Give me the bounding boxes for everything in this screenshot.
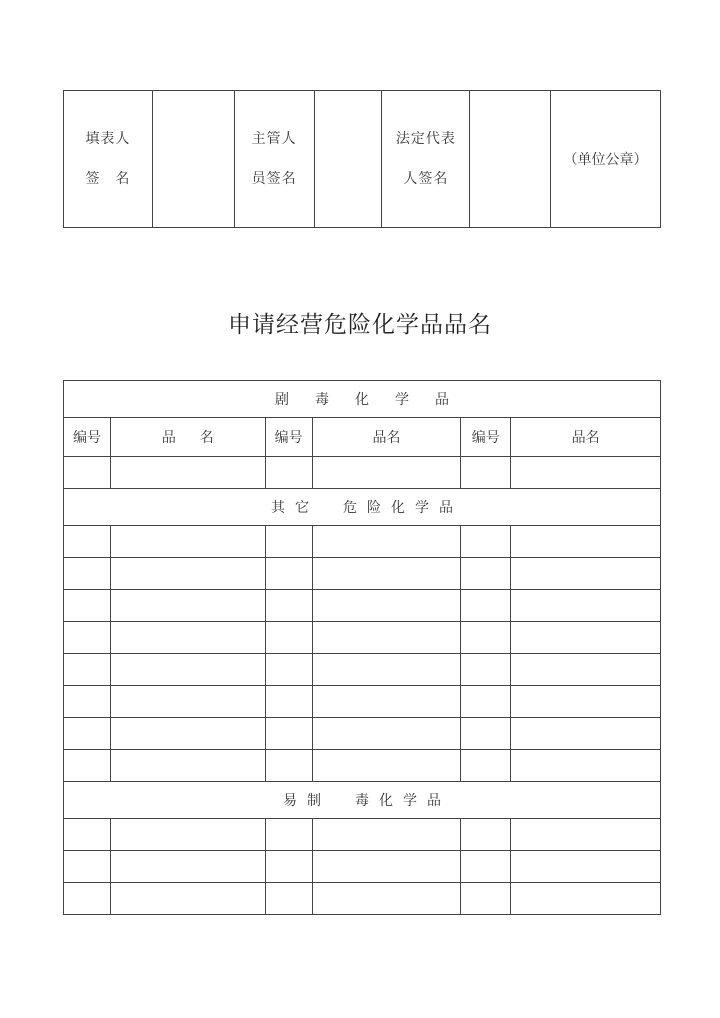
- document-title: 申请经营危险化学品品名: [228, 312, 492, 338]
- table-row: [64, 851, 661, 883]
- header-name-3: 品名: [511, 418, 661, 457]
- table-row: [64, 686, 661, 718]
- table-cell[interactable]: [461, 718, 511, 750]
- table-cell[interactable]: [64, 558, 111, 590]
- table-cell[interactable]: [64, 686, 111, 718]
- table-cell[interactable]: [461, 851, 511, 883]
- table-cell[interactable]: [312, 883, 461, 915]
- section-highly-toxic-label: 剧毒化学品: [275, 392, 475, 408]
- signature-table: [63, 90, 661, 228]
- table-cell[interactable]: [265, 686, 312, 718]
- table-cell[interactable]: [110, 718, 265, 750]
- header-name-1: [110, 418, 265, 457]
- table-cell[interactable]: [110, 851, 265, 883]
- table-cell[interactable]: [265, 457, 312, 489]
- table-cell[interactable]: [511, 851, 661, 883]
- table-cell[interactable]: [312, 558, 461, 590]
- supervisor-label-line2: 员签名: [251, 171, 297, 187]
- table-cell[interactable]: [64, 457, 111, 489]
- table-cell[interactable]: [265, 718, 312, 750]
- table-cell[interactable]: [110, 457, 265, 489]
- table-cell[interactable]: [312, 819, 461, 851]
- table-cell[interactable]: [461, 686, 511, 718]
- table-cell[interactable]: [312, 526, 461, 558]
- table-row: [64, 819, 661, 851]
- table-cell[interactable]: [265, 851, 312, 883]
- legal-rep-label-line1: 法定代表: [395, 131, 456, 147]
- table-cell[interactable]: [312, 590, 461, 622]
- legal-rep-signature-label: [382, 91, 470, 228]
- table-row: [64, 718, 661, 750]
- table-cell[interactable]: [312, 686, 461, 718]
- table-cell[interactable]: [511, 718, 661, 750]
- section-precursor: [64, 782, 661, 819]
- table-cell[interactable]: [64, 622, 111, 654]
- table-cell[interactable]: [265, 654, 312, 686]
- table-cell[interactable]: [461, 558, 511, 590]
- table-cell[interactable]: [64, 750, 111, 782]
- table-cell[interactable]: [461, 883, 511, 915]
- table-cell[interactable]: [312, 851, 461, 883]
- table-row: [64, 457, 661, 489]
- filler-signature-label: [64, 91, 153, 228]
- table-cell[interactable]: [511, 526, 661, 558]
- supervisor-signature-field[interactable]: [314, 91, 382, 228]
- table-row: [64, 526, 661, 558]
- table-row: [64, 622, 661, 654]
- table-cell[interactable]: [64, 526, 111, 558]
- table-cell[interactable]: [110, 558, 265, 590]
- table-cell[interactable]: [265, 558, 312, 590]
- table-cell[interactable]: [511, 686, 661, 718]
- table-cell[interactable]: [461, 526, 511, 558]
- table-cell[interactable]: [511, 558, 661, 590]
- table-cell[interactable]: [64, 590, 111, 622]
- table-cell[interactable]: [265, 590, 312, 622]
- header-number-3: 编号: [461, 418, 511, 457]
- filler-label-line1: 填表人: [85, 131, 131, 147]
- table-cell[interactable]: [511, 883, 661, 915]
- table-cell[interactable]: [110, 883, 265, 915]
- table-cell[interactable]: [461, 457, 511, 489]
- table-cell[interactable]: [110, 750, 265, 782]
- table-cell[interactable]: [110, 590, 265, 622]
- table-cell[interactable]: [461, 654, 511, 686]
- table-cell[interactable]: [110, 622, 265, 654]
- table-cell[interactable]: [64, 819, 111, 851]
- header-number-2: 编号: [265, 418, 312, 457]
- table-cell[interactable]: [312, 622, 461, 654]
- table-cell[interactable]: [511, 750, 661, 782]
- table-cell[interactable]: [461, 750, 511, 782]
- table-cell[interactable]: [265, 526, 312, 558]
- table-cell[interactable]: [461, 622, 511, 654]
- chemical-list-table: [63, 380, 661, 915]
- header-name-1-label: 品名: [161, 430, 238, 446]
- table-cell[interactable]: [265, 883, 312, 915]
- table-cell[interactable]: [511, 654, 661, 686]
- table-cell[interactable]: [312, 718, 461, 750]
- table-row: [64, 558, 661, 590]
- section-highly-toxic: [64, 381, 661, 418]
- section-precursor-label: 易制 毒化学品: [283, 793, 451, 809]
- table-row: [64, 590, 661, 622]
- table-cell[interactable]: [265, 622, 312, 654]
- table-cell[interactable]: [64, 883, 111, 915]
- table-cell[interactable]: [511, 590, 661, 622]
- header-number-1: 编号: [64, 418, 111, 457]
- table-cell[interactable]: [64, 718, 111, 750]
- unit-seal-cell: [551, 91, 661, 228]
- section-other-hazardous: [64, 489, 661, 526]
- legal-rep-signature-field[interactable]: [470, 91, 551, 228]
- table-cell[interactable]: [265, 750, 312, 782]
- table-cell[interactable]: [312, 457, 461, 489]
- filler-signature-field[interactable]: [152, 91, 234, 228]
- table-cell[interactable]: [265, 819, 312, 851]
- filler-label-line2: 签 名: [85, 171, 131, 187]
- table-cell[interactable]: [110, 686, 265, 718]
- table-row: [64, 750, 661, 782]
- table-cell[interactable]: [110, 819, 265, 851]
- table-cell[interactable]: [511, 457, 661, 489]
- supervisor-label-line1: 主管人: [251, 131, 297, 147]
- legal-rep-label-line2: 人签名: [403, 171, 449, 187]
- supervisor-signature-label: [234, 91, 314, 228]
- table-cell[interactable]: [110, 526, 265, 558]
- table-cell[interactable]: [110, 654, 265, 686]
- table-row: [64, 883, 661, 915]
- header-name-2: 品名: [312, 418, 461, 457]
- table-cell[interactable]: [461, 590, 511, 622]
- table-cell[interactable]: [461, 819, 511, 851]
- table-cell[interactable]: [64, 654, 111, 686]
- table-cell[interactable]: [64, 851, 111, 883]
- table-cell[interactable]: [511, 819, 661, 851]
- table-cell[interactable]: [312, 750, 461, 782]
- table-cell[interactable]: [312, 654, 461, 686]
- table-row: [64, 654, 661, 686]
- unit-seal-text: （单位公章）: [563, 152, 648, 168]
- section-other-hazardous-label: 其它 危险化学品: [271, 500, 463, 516]
- table-cell[interactable]: [511, 622, 661, 654]
